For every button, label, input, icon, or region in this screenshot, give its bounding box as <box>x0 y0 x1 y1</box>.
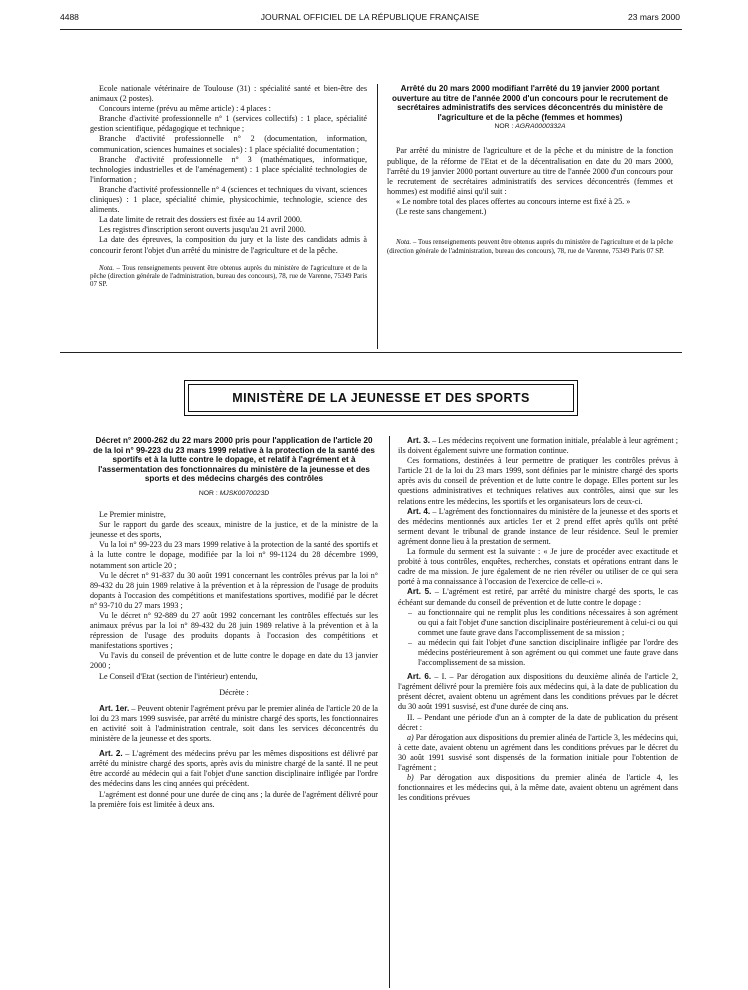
ministry-banner <box>184 380 578 416</box>
nor-code: AGRA0000332A <box>515 123 566 131</box>
paragraph: La formule du serment est la suivante : « Je jure de procéder avec exactitude et probité à tous contrôles, enquêtes, recherches, constats et opérations entrant dans le cadre de ma mission. Je jure également de ne rien révéler ou utiliser de ce qui sera porté à ma connaissance à l'occasion de l'exercice de celle-ci ». <box>398 547 678 587</box>
nor-label: NOR : <box>198 489 220 497</box>
article-label: Art. 5. <box>407 587 432 597</box>
paragraph: Ces formations, destinées à leur permettre de pratiquer les contrôles prévus à l'article 21 de la loi du 23 mars 1999, sont définies par le ministre chargé des sports après avis du conseil de prévention et de lutte contre le dopage. Elles portent sur les questions administratives et techniques relatives aux contrôles, ainsi que sur les relations entre les médecins, les sportifs et les organisateurs lors de ceux-ci. <box>398 456 678 506</box>
paragraph: Concours interne (prévu au même article) : 4 places : <box>99 104 271 114</box>
item-label: a) <box>407 732 414 742</box>
article-text: – Les médecins reçoivent une formation initiale, préalable à leur agrément ; ils doivent également suivre une formation continue. <box>398 436 678 456</box>
arrete-title: Arrêté du 20 mars 2000 modifiant l'arrêté du 19 janvier 2000 portant ouverture au titre de l'année 2000 d'un concours pour le recrutement de secrétaires administratifs des services déconcentrés du ministère de l'agriculture et de la pêche (femmes et hommes) <box>392 84 668 122</box>
paragraph: La date des épreuves, la composition du jury et la liste des candidats admis à concourir feront l'objet d'un arrêté du ministre de l'agriculture et de la pêche. <box>90 235 367 255</box>
page-header <box>60 12 680 26</box>
article-1 <box>90 704 378 744</box>
decree-title: Décret n° 2000-262 du 22 mars 2000 pris pour l'application de l'article 20 de la loi n° 99-223 du 23 mars 1999 relative à la protection de la santé des sportifs et à la lutte contre le dopage, et relatif à l'agrément et à l'assermentation des fonctionnaires du ministère de la jeunesse et des sports et des médecins chargés des contrôles <box>93 436 375 484</box>
preamble-paragraph: Sur le rapport du garde des sceaux, ministre de la justice, et de la ministre de la jeunesse et des sports, <box>90 520 378 540</box>
paragraph: L'agrément est donné pour une durée de cinq ans ; la durée de l'agrément délivré pour la première fois est limitée à deux ans. <box>90 789 378 809</box>
article-4 <box>398 507 678 547</box>
paragraph: « Le nombre total des places offertes au concours interne est fixé à 25. » <box>396 196 631 206</box>
paragraph: Les registres d'inscription seront ouverts jusqu'au 21 avril 2000. <box>99 225 306 235</box>
article-label: Art. 4. <box>407 506 431 516</box>
nor-line <box>387 122 673 132</box>
article-3 <box>398 436 678 456</box>
paragraph: Branche d'activité professionnelle n° 2 (documentation, information, communication, sciences humaines et sociales) : 1 place spécialité documentation ; <box>90 134 367 154</box>
paragraph-b <box>398 773 678 803</box>
nor-code: MJSK0070023D <box>219 489 270 497</box>
paragraph: Branche d'activité professionnelle n° 3 (mathématiques, informatique, technologies industrielles et de l'aménagement) : 1 place spécialité technologies de l'information ; <box>90 154 367 184</box>
article-text: – L'agrément est retiré, par arrêté du ministre chargé des sports, le cas échéant sur demande du conseil de prévention et de lutte contre le dopage : <box>398 587 678 607</box>
article-text: – Peuvent obtenir l'agrément prévu par le premier alinéa de l'article 20 de la loi du 23 mars 1999 susvisée, par arrêté du ministre chargé des sports, les fonctionnaires en activité soit à l'administration centrale, soit dans les services déconcentrés du ministère de la jeunesse et des sports. <box>90 703 378 744</box>
preamble-paragraph: Vu le décret n° 92-889 du 27 août 1992 concernant les contrôles effectués sur les animaux prévus par la loi n° 89-432 du 28 juin 1989 relative à la prévention et à la répression de l'usage des produits dopants à l'occasion des compétitions et manifestations sportives ; <box>90 611 378 651</box>
item-text: Par dérogation aux dispositions du premier alinéa de l'article 3, les médecins qui, à cette date, avaient obtenu un agrément dans les conditions prévues par le décret du 30 août 1991 susvisé sont dispensés de la formation initiale pour l'obtention de l'agrément ; <box>398 732 678 772</box>
decrete: Décrète : <box>219 687 249 697</box>
item-text: Par dérogation aux dispositions du premier alinéa de l'article 4, les fonctionnaires et les médecins qui, à la même date, avaient obtenu un agrément dans les conditions prévues <box>398 773 678 803</box>
section-rule <box>60 352 682 353</box>
article-2 <box>90 749 378 789</box>
column-divider-bottom <box>389 436 390 988</box>
nota-label: Nota. <box>99 264 115 272</box>
list-item: – au fonctionnaire qui ne remplit plus les conditions nécessaires à son agrément ou qui a fait l'objet d'une sanction disciplinaire postérieurement à celui-ci ou qui commet une faute grave dans l'accomplissement de sa mission ; <box>408 608 678 638</box>
paragraph-a <box>398 733 678 773</box>
nota-text: – Tous renseignements peuvent être obtenus auprès du ministère de l'agriculture et de la pêche (direction générale de l'administration, bureau des concours), 78, rue de Varenne, 75349 Paris 07 SP. <box>90 264 367 289</box>
paragraph: (Le reste sans changement.) <box>396 207 487 217</box>
article-5-list <box>398 608 678 669</box>
left-top-column <box>90 84 367 290</box>
ministry-title: MINISTÈRE DE LA JEUNESSE ET DES SPORTS <box>188 384 574 412</box>
nota-label: Nota. <box>396 239 412 247</box>
column-divider-top <box>377 84 378 349</box>
paragraph: II. – Pendant une période d'un an à compter de la date de publication du présent décret : <box>398 712 678 732</box>
preamble-paragraph: Vu la loi n° 99-223 du 23 mars 1999 relative à la protection de la santé des sportifs et à la lutte contre le dopage, modifiée par la loi n° 99-1124 du 28 décembre 1999, notamment son article 20 ; <box>90 540 378 570</box>
preamble-paragraph: Le Premier ministre, <box>99 510 166 520</box>
paragraph: La date limite de retrait des dossiers est fixée au 14 avril 2000. <box>99 215 302 225</box>
paragraph: Par arrêté du ministre de l'agriculture et de la pêche et du ministre de la fonction publique, de la réforme de l'Etat et de la décentralisation en date du 20 mars 2000, l'arrêté du 19 janvier 2000 portant ouverture au titre de l'année 2000 d'un concours pour le recrutement de secrétaires administratifs des services déconcentrés (femmes et hommes) est modifié ainsi qu'il suit : <box>387 146 673 196</box>
article-label: Art. 6. <box>407 672 432 682</box>
article-label: Art. 1er. <box>99 703 130 713</box>
article-6 <box>398 672 678 712</box>
nota <box>387 239 673 256</box>
article-5 <box>398 587 678 607</box>
journal-title: JOURNAL OFFICIEL DE LA RÉPUBLIQUE FRANÇAISE <box>260 12 480 22</box>
preamble-paragraph: Le Conseil d'Etat (section de l'intérieur) entendu, <box>99 671 258 681</box>
decree-right-column <box>398 436 678 803</box>
article-text: – I. – Par dérogation aux dispositions du deuxième alinéa de l'article 2, l'agrément délivré pour la première fois aux médecins qui, à la date de publication du présent décret, avaient obtenu un agrément dans les conditions prévues par le décret du 30 août 1991 susvisé, est d'une durée de cinq ans. <box>398 672 678 712</box>
header-rule <box>60 29 682 30</box>
paragraph: Ecole nationale vétérinaire de Toulouse (31) : spécialité santé et bien-être des animaux (2 postes). <box>90 84 367 104</box>
article-label: Art. 3. <box>407 436 431 445</box>
issue-date: 23 mars 2000 <box>628 12 680 22</box>
right-top-column <box>387 84 673 256</box>
preamble-paragraph: Vu le décret n° 91-837 du 30 août 1991 concernant les contrôles prévus par la loi n° 89-432 du 28 juin 1989 relative à la prévention et à la répression de l'usage de produits dopants à l'occasion des compétitions et manifestations sportives, modifié par le décret n° 93-710 du 27 mars 1993 ; <box>90 570 378 610</box>
nota <box>90 265 367 290</box>
nota-text: – Tous renseignements peuvent être obtenus auprès du ministère de l'agriculture et de la pêche (direction générale de l'administration, bureau des concours), 78, rue de Varenne, 75349 Paris 07 SP. <box>387 239 673 255</box>
paragraph: Branche d'activité professionnelle n° 4 (sciences et techniques du vivant, sciences cliniques) : 1 place, spécialité chimie, physicochimie, technologie, science des aliments. <box>90 184 367 215</box>
decree-left-column <box>90 436 378 810</box>
nor-line <box>90 489 378 499</box>
list-item: – au médecin qui fait l'objet d'une sanction disciplinaire infligée par l'ordre des médecins postérieurement à son agrément ou qui commet une faute grave dans l'accomplissement de sa mission. <box>408 638 678 668</box>
article-text: – L'agrément des fonctionnaires du ministère de la jeunesse et des sports et des médecins mentionnés aux articles 1er et 2 prend effet après qu'ils ont prêté serment devant le tribunal de grande instance de leur résidence. Seul le premier agrément donne lieu à la prestation de serment. <box>398 506 678 546</box>
paragraph: Branche d'activité professionnelle n° 1 (services collectifs) : 1 place, spécialité gestion scientifique, pédagogique et technique ; <box>90 114 367 134</box>
article-label: Art. 2. <box>99 749 123 759</box>
nor-label: NOR : <box>494 123 516 131</box>
page-number: 4488 <box>60 12 79 22</box>
preamble-paragraph: Vu l'avis du conseil de prévention et de lutte contre le dopage en date du 13 janvier 2000 ; <box>90 651 378 671</box>
article-text: – L'agrément des médecins prévu par les mêmes dispositions est délivré par arrêté du ministre chargé des sports, après avis du ministre chargé de la santé. Il ne peut être accordé au médecin qui a fait l'objet d'une sanction disciplinaire infligée par l'ordre des médecins dans les cinq années qui précèdent. <box>90 749 378 789</box>
item-label: b) <box>407 773 414 783</box>
